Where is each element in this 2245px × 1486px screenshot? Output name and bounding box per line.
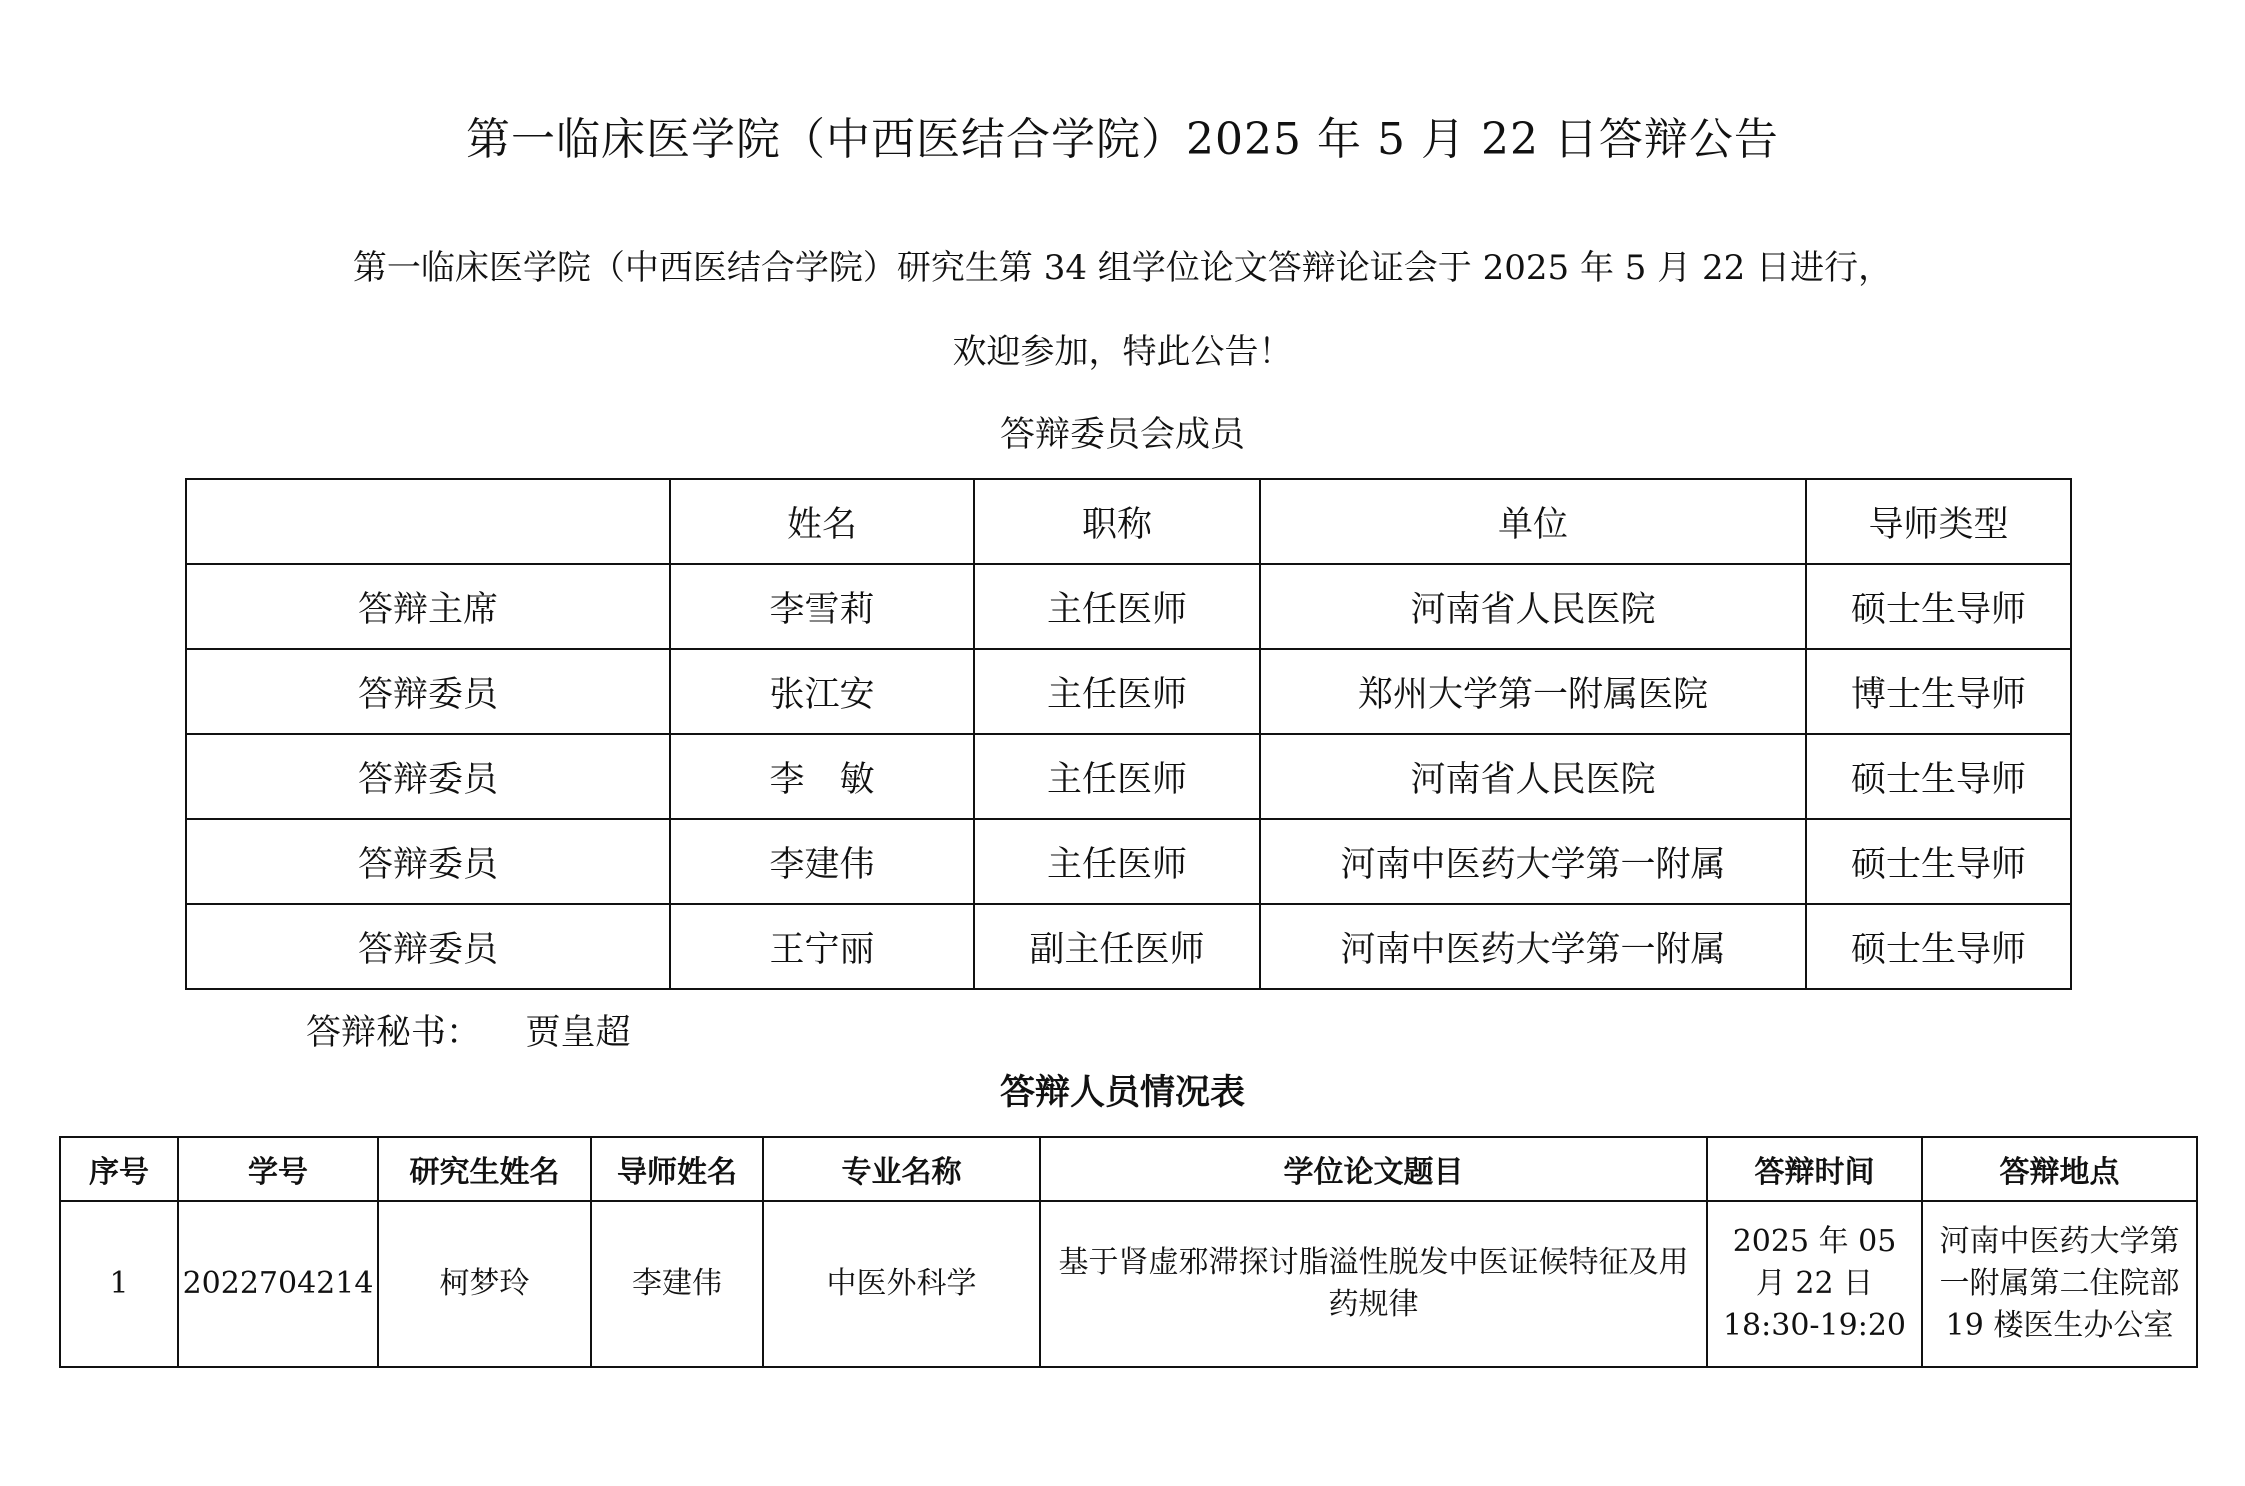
intro-line-2: 欢迎参加，特此公告！: [952, 332, 1293, 372]
committee-unit: 河南中医药大学第一附属: [1260, 904, 1806, 989]
student-thesis-text: 基于肾虚邪滞探讨脂溢性脱发中医证候特征及用药规律: [1058, 1245, 1689, 1322]
students-table: [59, 1136, 2198, 1368]
committee-unit: 河南省人民医院: [1260, 734, 1806, 819]
student-time-range: 18:30-19:20: [1722, 1308, 1907, 1343]
intro-line-1: 第一临床医学院（中西医结合学院）研究生第 34 组学位论文答辩论证会于 2025 年 5 月 22 日进行，: [352, 248, 1893, 288]
page-title: 第一临床医学院（中西医结合学院）2025 年 5 月 22 日答辩公告: [466, 114, 1779, 165]
students-header-row: [60, 1137, 2197, 1201]
students-header-thesis: 学位论文题目: [1040, 1137, 1707, 1201]
student-time-date: 2025 年 05 月 22 日: [1732, 1224, 1897, 1301]
committee-type: 硕士生导师: [1806, 734, 2071, 819]
committee-role: 答辩主席: [186, 564, 670, 649]
committee-name: 李雪莉: [670, 564, 974, 649]
committee-title-cell: 主任医师: [974, 649, 1260, 734]
committee-table: [185, 478, 2072, 990]
student-major: 中医外科学: [763, 1201, 1040, 1367]
students-header-major: 专业名称: [763, 1137, 1040, 1201]
committee-role: 答辩委员: [186, 734, 670, 819]
students-header-time: 答辩时间: [1707, 1137, 1922, 1201]
secretary-line: [306, 1010, 631, 1056]
committee-name: 李 敏: [670, 734, 974, 819]
committee-row: [186, 819, 2071, 904]
committee-type: 硕士生导师: [1806, 564, 2071, 649]
committee-header-name: 姓名: [670, 479, 974, 564]
committee-title-cell: 主任医师: [974, 734, 1260, 819]
committee-role: 答辩委员: [186, 649, 670, 734]
committee-row: [186, 734, 2071, 819]
committee-header-unit: 单位: [1260, 479, 1806, 564]
committee-title-cell: 主任医师: [974, 819, 1260, 904]
committee-title-cell: 主任医师: [974, 564, 1260, 649]
student-advisor: 李建伟: [591, 1201, 763, 1367]
student-seq: 1: [60, 1201, 178, 1367]
committee-role: 答辩委员: [186, 819, 670, 904]
committee-header-title: 职称: [974, 479, 1260, 564]
committee-unit: 河南省人民医院: [1260, 564, 1806, 649]
students-header-advisor: 导师姓名: [591, 1137, 763, 1201]
student-place: [1922, 1201, 2197, 1367]
committee-header-row: [186, 479, 2071, 564]
committee-row: [186, 564, 2071, 649]
committee-row: [186, 904, 2071, 989]
committee-row: [186, 649, 2071, 734]
student-place-text: 河南中医药大学第一附属第二住院部 19 楼医生办公室: [1939, 1224, 2180, 1343]
secretary-name: 贾皇超: [525, 1013, 631, 1053]
committee-unit: 河南中医药大学第一附属: [1260, 819, 1806, 904]
committee-role: 答辩委员: [186, 904, 670, 989]
student-thesis: [1040, 1201, 1707, 1367]
committee-type: 硕士生导师: [1806, 904, 2071, 989]
student-id: 2022704214: [178, 1201, 378, 1367]
students-header-id: 学号: [178, 1137, 378, 1201]
committee-name: 李建伟: [670, 819, 974, 904]
committee-name: 王宁丽: [670, 904, 974, 989]
students-header-name: 研究生姓名: [378, 1137, 591, 1201]
students-header-seq: 序号: [60, 1137, 178, 1201]
committee-type: 博士生导师: [1806, 649, 2071, 734]
student-row: [60, 1201, 2197, 1367]
committee-title-cell: 副主任医师: [974, 904, 1260, 989]
student-time: [1707, 1201, 1922, 1367]
secretary-label: 答辩秘书：: [306, 1013, 482, 1053]
students-header-place: 答辩地点: [1922, 1137, 2197, 1201]
committee-unit: 郑州大学第一附属医院: [1260, 649, 1806, 734]
student-name: 柯梦玲: [378, 1201, 591, 1367]
committee-header-role: [186, 479, 670, 564]
committee-type: 硕士生导师: [1806, 819, 2071, 904]
committee-header-type: 导师类型: [1806, 479, 2071, 564]
committee-name: 张江安: [670, 649, 974, 734]
students-title: 答辩人员情况表: [999, 1072, 1245, 1113]
committee-title: 答辩委员会成员: [999, 415, 1245, 455]
